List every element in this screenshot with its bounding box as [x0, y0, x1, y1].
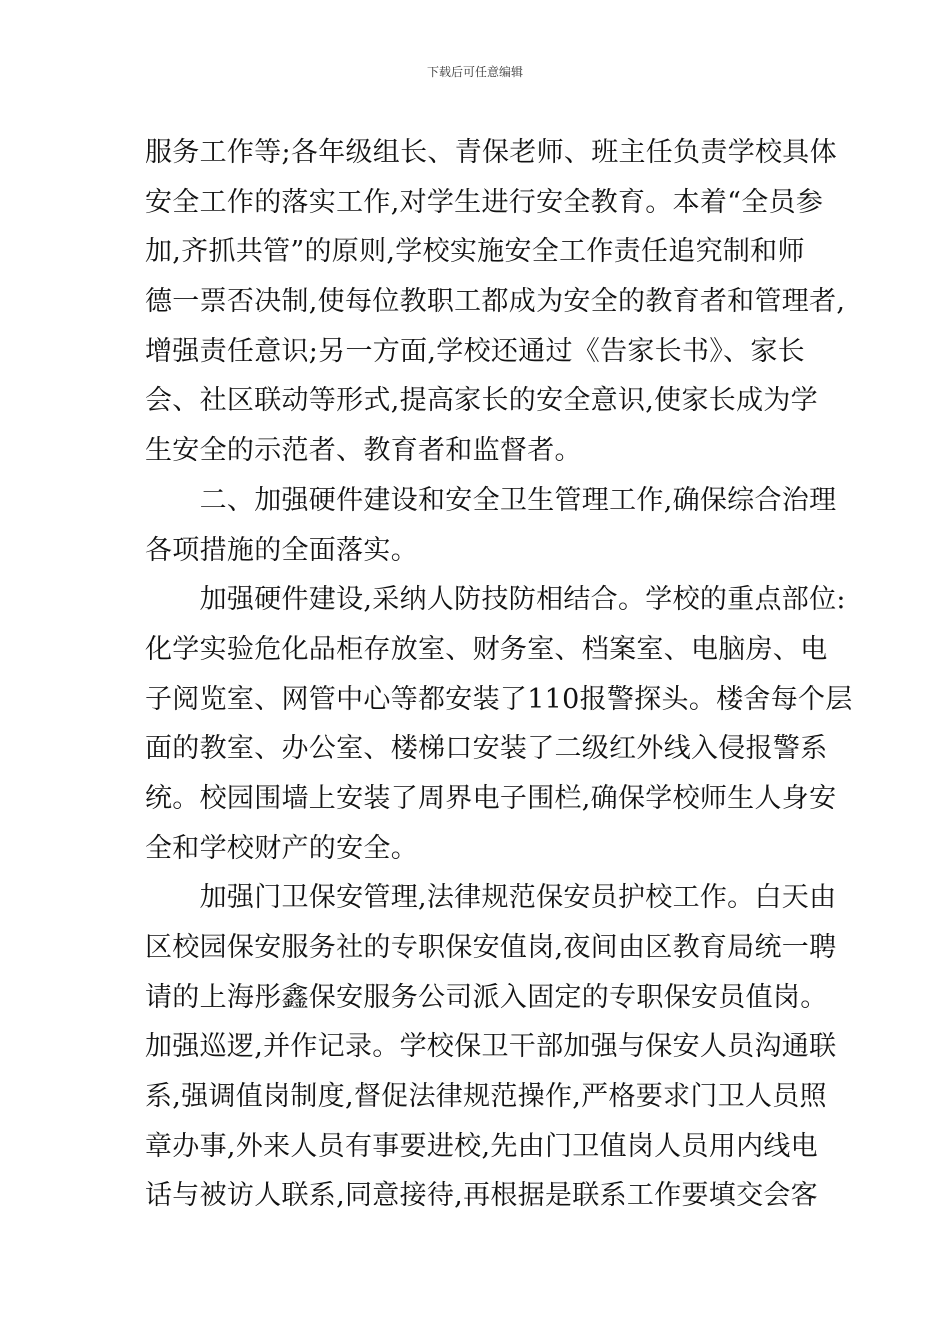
text-line: 加强门卫保安管理,法律规范保安员护校工作。白天由 [145, 882, 837, 914]
text-line: 面的教室、办公室、楼梯口安装了二级红外线入侵报警系 [145, 733, 828, 765]
page-header: 下载后可任意编辑 [426, 65, 523, 79]
text-line: 加,齐抓共管”的原则,学校实施安全工作责任追究制和师 [145, 236, 805, 268]
text-line: 加强巡逻,并作记录。学校保卫干部加强与保安人员沟通联 [145, 1031, 837, 1063]
text-line: 生安全的示范者、教育者和监督者。 [145, 435, 582, 467]
text-line: 会、社区联动等形式,提高家长的安全意识,使家长成为学 [145, 385, 818, 417]
text-line: 德一票否决制,使每位教职工都成为安全的教育者和管理者, [145, 286, 846, 318]
text-line: 区校园保安服务社的专职保安值岗,夜间由区教育局统一聘 [145, 932, 837, 963]
text-line: 增强责任意识;另一方面,学校还通过《告家长书》、家长 [145, 335, 805, 367]
text-line: 子阅览室、网管中心等都安装了110报警探头。楼舍每个层 [145, 683, 853, 715]
text-line: 统。校园围墙上安装了周界电子围栏,确保学校师生人身安 [145, 782, 837, 814]
text-line: 话与被访人联系,同意接待,再根据是联系工作要填交会客 [145, 1180, 818, 1212]
text-line: 服务工作等;各年级组长、青保老师、班主任负责学校具体 [145, 137, 837, 168]
text-line: 全和学校财产的安全。 [145, 832, 418, 864]
section-heading-line: 二、加强硬件建设和安全卫生管理工作,确保综合治理 [145, 484, 837, 516]
text-line: 系,强调值岗制度,督促法律规范操作,严格要求门卫人员照 [145, 1081, 827, 1113]
text-line: 安全工作的落实工作,对学生进行安全教育。本着“全员参 [145, 186, 824, 218]
document-body [145, 128, 853, 1221]
text-line: 请的上海彤鑫保安服务公司派入固定的专职保安员值岗。 [145, 981, 828, 1013]
text-line: 化学实验危化品柜存放室、财务室、档案室、电脑房、电 [145, 633, 828, 665]
text-line: 加强硬件建设,采纳人防技防相结合。学校的重点部位: [145, 584, 846, 616]
text-line: 章办事,外来人员有事要进校,先由门卫值岗人员用内线电 [145, 1130, 818, 1162]
section-heading-line: 各项措施的全面落实。 [145, 534, 418, 566]
